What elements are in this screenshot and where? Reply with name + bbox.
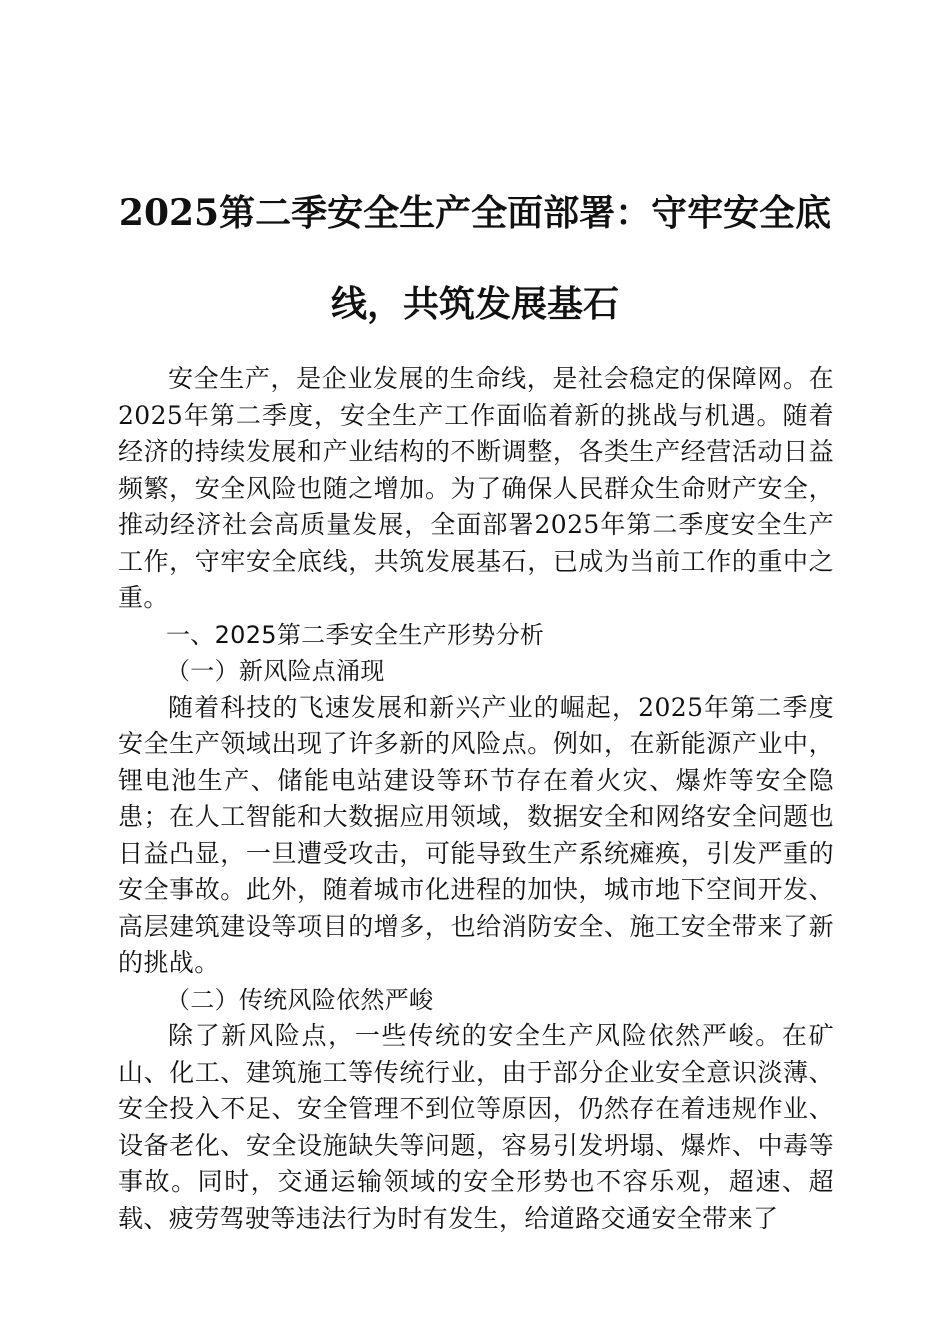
document-body (118, 361, 834, 1237)
subsection-heading-1: （一）新风险点涌现 (166, 657, 385, 685)
section-heading: 一、2025第二季安全生产形势分析 (166, 620, 545, 649)
intro-paragraph: 安全生产，是企业发展的生命线，是社会稳定的保障网。在2025年第二季度，安全生产工作面临着新的挑战与机遇。随着经济的持续发展和产业结构的不断调整，各类生产经营活动日益频繁，安全风险也随之增加。为了确保人民群众生命财产安全，推动经济社会高质量发展，全面部署2025年第二季度安全生产工作，守牢安全底线，共筑发展基石，已成为当前工作的重中之重。 (118, 364, 834, 612)
subsection-heading-2: （二）传统风险依然严峻 (166, 985, 434, 1014)
subsection-paragraph-1: 随着科技的飞速发展和新兴产业的崛起，2025年第二季度安全生产领域出现了许多新的风险点。例如，在新能源产业中，锂电池生产、储能电站建设等环节存在着火灾、爆炸等安全隐患；在人工智能和大数据应用领域，数据安全和网络安全问题也日益凸显，一旦遭受攻击，可能导致生产系统瘫痪，引发严重的安全事故。此外，随着城市化进程的加快，城市地下空间开发、高层建筑建设等项目的增多，也给消防安全、施工安全带来了新的挑战。 (118, 692, 834, 977)
document-title: 2025第二季安全生产全面部署：守牢安全底线，共筑发展基石 (118, 192, 832, 325)
subsection-paragraph-2: 除了新风险点，一些传统的安全生产风险依然严峻。在矿山、化工、建筑施工等传统行业，由于部分企业安全意识淡薄、安全投入不足、安全管理不到位等原因，仍然存在着违规作业、设备老化、安全设施缺失等问题，容易引发坍塌、爆炸、中毒等事故。同时，交通运输领域的安全形势也不容乐观，超速、超载、疲劳驾驶等违法行为时有发生，给道路交通安全带来了 (118, 1021, 834, 1233)
